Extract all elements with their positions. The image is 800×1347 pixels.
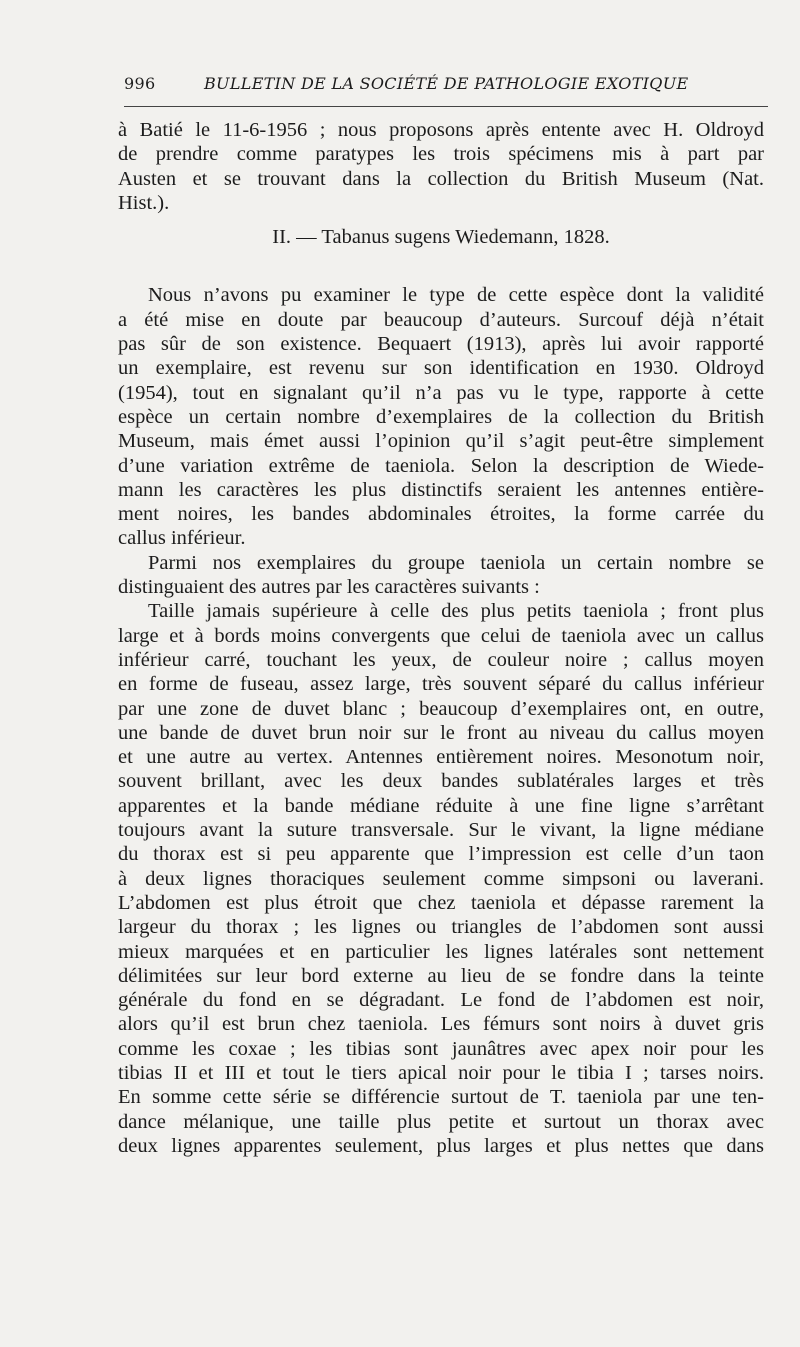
text-line: ment noires, les bandes abdominales étroites, la forme carrée du <box>118 503 764 526</box>
text-line: une bande de duvet brun noir sur le front au niveau du callus moyen <box>118 721 764 744</box>
text-line: Museum, mais émet aussi l’opinion qu’il s’agit peut-être simplement <box>118 430 764 453</box>
text-line: espèce un certain nombre d’exemplaires de la collection du British <box>118 405 764 428</box>
section-heading: II. — Tabanus sugens Wiedemann, 1828. <box>272 226 610 249</box>
text-line: comme les coxae ; les tibias sont jaunâtres avec apex noir pour les <box>118 1037 764 1060</box>
text-line: générale du fond en se dégradant. Le fond de l’abdomen est noir, <box>118 989 764 1012</box>
text-line: mieux marquées et en particulier les lignes latérales sont nettement <box>118 940 764 963</box>
page-number: 996 <box>124 74 156 93</box>
text-line: pas sûr de son existence. Bequaert (1913), après lui avoir rapporté <box>118 333 764 356</box>
text-line: deux lignes apparentes seulement, plus larges et plus nettes que dans <box>118 1134 764 1157</box>
text-line: a été mise en doute par beaucoup d’auteurs. Surcouf déjà n’était <box>118 308 764 331</box>
text-line: distinguaient des autres par les caractères suivants : <box>118 576 540 599</box>
text-line: inférieur carré, touchant les yeux, de couleur noire ; callus moyen <box>118 648 764 671</box>
text-line: En somme cette série se différencie surtout de T. taeniola par une ten- <box>118 1086 764 1109</box>
text-line: L’abdomen est plus étroit que chez taeniola et dépasse rarement la <box>118 891 764 914</box>
text-line: callus inférieur. <box>118 527 246 550</box>
text-line: Hist.). <box>118 191 170 214</box>
text-line: Taille jamais supérieure à celle des plus petits taeniola ; front plus <box>148 600 764 623</box>
text-line: mann les caractères les plus distinctifs seraient les antennes entière- <box>118 478 764 501</box>
text-line: toujours avant la suture transversale. Sur le vivant, la ligne médiane <box>118 819 764 842</box>
text-line: dance mélanique, une taille plus petite et surtout un thorax avec <box>118 1110 764 1133</box>
text-line: (1954), tout en signalant qu’il n’a pas vu le type, rapporte à cette <box>118 381 764 404</box>
text-line: délimitées sur leur bord externe au lieu de se fondre dans la teinte <box>118 964 764 987</box>
text-line: Nous n’avons pu examiner le type de cette espèce dont la validité <box>148 284 764 307</box>
text-line: et une autre au vertex. Antennes entièrement noires. Mesonotum noir, <box>118 746 764 769</box>
text-line: un exemplaire, est revenu sur son identification en 1930. Oldroyd <box>118 357 764 380</box>
text-line: de prendre comme paratypes les trois spécimens mis à part par <box>118 143 764 166</box>
text-line: par une zone de duvet blanc ; beaucoup d’exemplaires ont, en outre, <box>118 697 764 720</box>
text-line: large et à bords moins convergents que celui de taeniola avec un callus <box>118 624 764 647</box>
text-line: d’une variation extrême de taeniola. Selon la description de Wiede- <box>118 454 764 477</box>
text-line: apparentes et la bande médiane réduite à une fine ligne s’arrêtant <box>118 794 764 817</box>
text-line: largeur du thorax ; les lignes ou triangles de l’abdomen sont aussi <box>118 916 764 939</box>
header-rule <box>124 106 768 107</box>
text-line: à Batié le 11-6-1956 ; nous proposons après entente avec H. Oldroyd <box>118 119 764 141</box>
text-line: souvent brillant, avec les deux bandes sublatérales larges et très <box>118 770 764 793</box>
text-line: tibias II et III et tout le tiers apical noir pour le tibia I ; tarses noirs. <box>118 1061 764 1084</box>
text-line: à deux lignes thoraciques seulement comme simpsoni ou laverani. <box>118 867 764 890</box>
article-body <box>118 118 764 1158</box>
text-line: Austen et se trouvant dans la collection du British Museum (Nat. <box>118 167 764 190</box>
text-line: alors qu’il est brun chez taeniola. Les fémurs sont noirs à duvet gris <box>118 1013 764 1036</box>
journal-title: BULLETIN DE LA SOCIÉTÉ DE PATHOLOGIE EXOTIQUE <box>204 74 689 93</box>
text-line: en forme de fuseau, assez large, très souvent séparé du callus inférieur <box>118 673 764 696</box>
text-line: Parmi nos exemplaires du groupe taeniola un certain nombre se <box>148 551 764 574</box>
text-line: du thorax est si peu apparente que l’impression est celle d’un taon <box>118 843 764 866</box>
